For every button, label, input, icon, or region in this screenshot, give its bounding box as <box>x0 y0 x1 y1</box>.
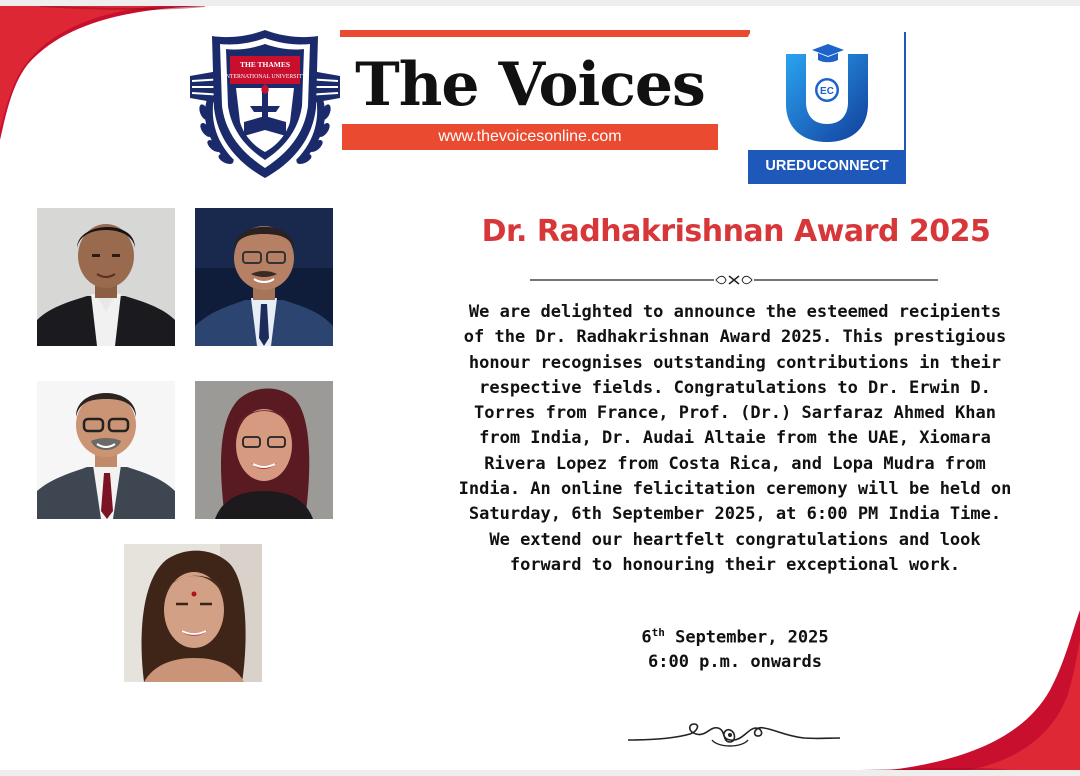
recipient-photo-1 <box>37 208 175 346</box>
ureduconnect-logo <box>748 32 906 184</box>
announcement-text <box>452 300 1018 578</box>
the-voices-logo <box>340 30 720 152</box>
event-time: 6:00 p.m. onwards <box>648 652 822 672</box>
date-suffix: th <box>651 626 665 639</box>
announcement-line: from India, Dr. Audai Altaie from the UAE, Xiomara <box>479 428 991 449</box>
ec-badge: EC <box>820 86 834 97</box>
announcement-line: India. An online felicitation ceremony will be held on <box>458 479 1012 500</box>
award-title: Dr. Radhakrishnan Award 2025 <box>481 214 991 249</box>
crest-line1: THE THAMES <box>239 60 291 69</box>
recipient-photo-5 <box>124 544 262 682</box>
portrait-man-glasses-navy-suit-icon <box>195 208 333 346</box>
portrait-woman-brown-hair-icon <box>124 544 262 682</box>
date-rest: September, 2025 <box>664 627 829 648</box>
ureduconnect-name: UREDUCONNECT <box>765 158 889 174</box>
flourish-ornament <box>626 718 842 752</box>
announcement-line: Saturday, 6th September 2025, at 6:00 PM India Time. <box>468 504 1002 525</box>
announcement-line: forward to honouring their exceptional work. <box>509 554 961 575</box>
portrait-woman-red-hair-icon <box>195 381 333 519</box>
announcement-line: honour recognises outstanding contributions in their <box>468 352 1002 373</box>
portrait-man-glasses-grey-suit-icon <box>37 381 175 519</box>
recipient-photo-2 <box>195 208 333 346</box>
announcement-line: We are delighted to announce the esteemed recipients <box>468 302 1002 322</box>
voices-url: www.thevoicesonline.com <box>342 124 718 150</box>
announcement-line: Rivera Lopez from Costa Rica, and Lopa Mudra from <box>484 453 986 474</box>
announcement-line: Torres from France, Prof. (Dr.) Sarfaraz Ahmed Khan <box>474 403 996 424</box>
flyer-card <box>0 6 1080 770</box>
top-left-swoosh <box>0 6 210 146</box>
portrait-man-black-suit-icon <box>37 208 175 346</box>
announcement-line: respective fields. Congratulations to Dr. Erwin D. <box>479 377 991 398</box>
announcement-line: of the Dr. Radhakrishnan Award 2025. This prestigious <box>463 327 1007 348</box>
date-day: 6 <box>641 627 652 648</box>
voices-title: The Voices <box>355 50 705 120</box>
ornament-divider <box>530 270 938 290</box>
announcement-line: We extend our heartfelt congratulations and look <box>489 529 981 550</box>
recipient-photo-3 <box>37 381 175 519</box>
event-date <box>560 626 910 648</box>
university-crest-logo <box>190 26 340 184</box>
recipient-photo-4 <box>195 381 333 519</box>
voices-top-bar <box>340 30 750 37</box>
crest-line2: INTERNATIONAL UNIVERSITY <box>223 74 307 80</box>
